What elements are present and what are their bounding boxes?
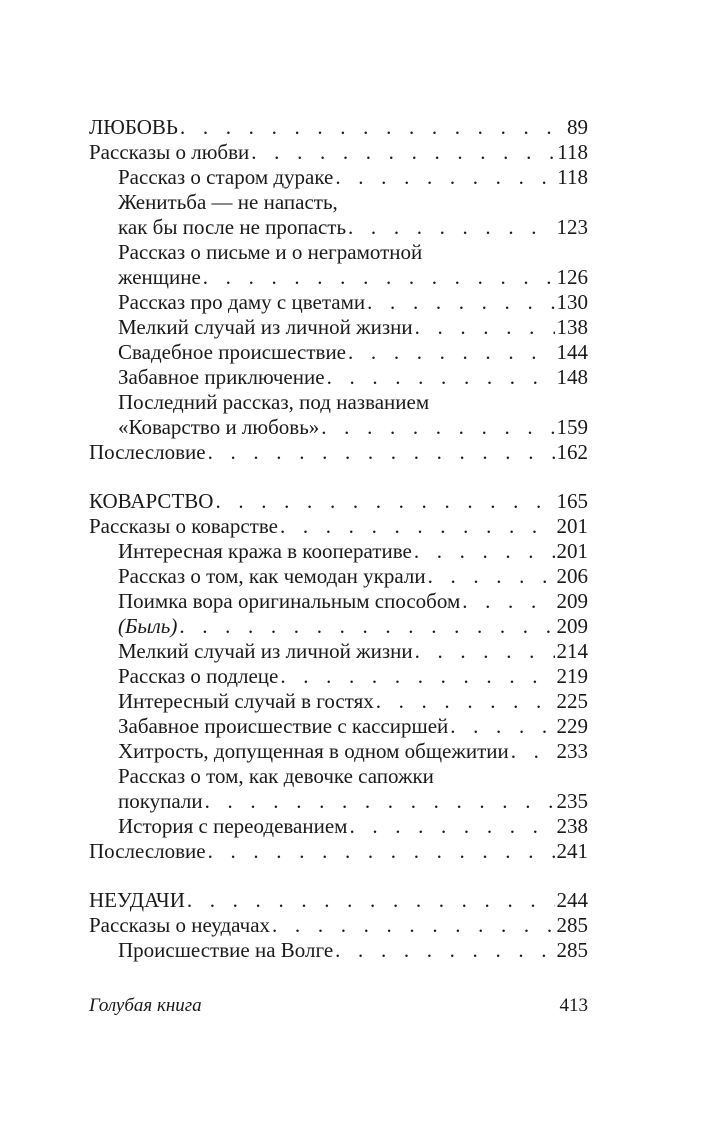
entry-title: Рассказы о коварстве [89,514,278,538]
entry-title: Рассказ про даму с цветами [118,290,366,314]
entry-page-number: 229 [556,714,588,738]
section-gap [89,465,588,489]
toc-subentry [89,564,588,589]
dot-leader [348,215,554,240]
entry-title: Мелкий случай из личной жизни [118,639,413,663]
entry-page-number: 201 [556,539,588,563]
toc-subentry [89,739,588,764]
dot-leader [335,165,555,190]
toc-subentry [89,190,588,215]
entry-title: Свадебное происшествие [118,340,347,364]
entry-title: Забавное происшествие с кассиршей [118,714,449,738]
dot-leader [376,689,555,714]
entry-title: Мелкий случай из личной жизни [118,315,413,339]
entry-title: ЛЮБОВЬ [89,115,178,139]
toc-subentry [89,664,588,689]
toc-subentry [89,789,588,814]
toc-subentry [89,265,588,290]
entry-title: Интересная кража в кооперативе [118,539,412,563]
toc-subentry [89,639,588,664]
toc-subentry [89,290,588,315]
entry-title: Последний рассказ, под названием [118,390,430,414]
entry-page-number: 285 [556,913,588,937]
entry-page-number: 118 [557,165,588,189]
toc-subentry [89,589,588,614]
entry-page-number: 201 [556,514,588,538]
toc-entry [89,140,588,165]
dot-leader [280,514,555,539]
dot-leader [251,140,555,165]
toc-entry [89,489,588,514]
entry-title: Женитьба — не напасть, [118,190,338,214]
table-of-contents [89,115,588,963]
entry-title: Интересный случай в гостях [118,689,374,713]
toc-subentry [89,614,588,639]
toc-subentry [89,415,588,440]
dot-leader [414,539,555,564]
entry-title: Рассказ о старом дураке [118,165,334,189]
dot-leader [367,290,554,315]
toc-entry [89,514,588,539]
entry-page-number: 241 [556,839,588,863]
entry-page-number: 165 [556,489,588,513]
toc-subentry [89,764,588,789]
page-footer [89,995,588,1017]
dot-leader [208,839,555,864]
entry-title: как бы после не пропасть [118,215,347,239]
entry-page-number: 159 [556,415,588,439]
entry-page-number: 235 [556,789,588,813]
entry-page-number: 285 [556,938,588,962]
toc-subentry [89,390,588,415]
toc-subentry [89,938,588,963]
toc-subentry [89,714,588,739]
dot-leader [179,614,554,639]
dot-leader [450,714,554,739]
toc-subentry [89,215,588,240]
dot-leader [462,589,554,614]
toc-section [89,888,588,963]
entry-title: Рассказ о том, как чемодан украли [118,564,426,588]
toc-entry [89,839,588,864]
entry-title: Происшествие на Волге [118,938,334,962]
running-title: Голубая книга [89,995,202,1016]
dot-leader [205,789,555,814]
dot-leader [215,489,554,514]
entry-title: Рассказы о неудачах [89,913,271,937]
entry-title: Хитрость, допущенная в одном общежитии [118,739,509,763]
entry-title: (Быль) [118,614,178,638]
entry-page-number: 118 [557,140,588,164]
entry-title: женщине [118,265,201,289]
entry-title: покупали [118,789,203,813]
entry-title: Послесловие [89,839,206,863]
toc-subentry [89,165,588,190]
entry-page-number: 144 [556,340,588,364]
entry-page-number: 89 [567,115,588,139]
toc-subentry [89,539,588,564]
entry-title: Рассказ о том, как девочке сапожки [118,764,434,788]
toc-subentry [89,240,588,265]
entry-page-number: 244 [556,888,588,912]
toc-entry [89,440,588,465]
dot-leader [180,115,565,140]
entry-page-number: 206 [556,564,588,588]
toc-entry [89,115,588,140]
dot-leader [511,739,555,764]
entry-title: Рассказ о подлеце [118,664,279,688]
entry-page-number: 209 [556,589,588,613]
dot-leader [203,265,555,290]
entry-title: Рассказы о любви [89,140,250,164]
dot-leader [415,639,555,664]
dot-leader [327,365,555,390]
entry-title: КОВАРСТВО [89,489,214,513]
entry-page-number: 233 [556,739,588,763]
entry-page-number: 130 [556,290,588,314]
page-number: 413 [559,995,588,1016]
entry-page-number: 209 [556,614,588,638]
entry-page-number: 162 [556,440,588,464]
entry-page-number: 219 [556,664,588,688]
toc-subentry [89,814,588,839]
section-gap [89,864,588,888]
toc-entry [89,888,588,913]
dot-leader [280,664,554,689]
entry-page-number: 238 [556,814,588,838]
entry-page-number: 225 [556,689,588,713]
entry-title: «Коварство и любовь» [118,415,320,439]
entry-page-number: 123 [556,215,588,239]
entry-title: Рассказ о письме и о неграмотной [118,240,423,264]
entry-page-number: 148 [556,365,588,389]
dot-leader [272,913,554,938]
entry-title: Забавное приключение [118,365,325,389]
entry-title: Поимка вора оригинальным способом [118,589,461,613]
entry-title: Послесловие [89,440,206,464]
dot-leader [348,340,554,365]
toc-subentry [89,315,588,340]
entry-title: НЕУДАЧИ [89,888,185,912]
dot-leader [335,938,554,963]
entry-page-number: 138 [556,315,588,339]
dot-leader [321,415,554,440]
toc-section [89,489,588,864]
dot-leader [208,440,555,465]
entry-title: История с переодеванием [118,814,348,838]
toc-subentry [89,689,588,714]
toc-entry [89,913,588,938]
dot-leader [187,888,555,913]
dot-leader [428,564,555,589]
entry-page-number: 126 [556,265,588,289]
toc-section [89,115,588,465]
dot-leader [415,315,555,340]
dot-leader [349,814,554,839]
entry-page-number: 214 [556,639,588,663]
toc-subentry [89,340,588,365]
toc-subentry [89,365,588,390]
